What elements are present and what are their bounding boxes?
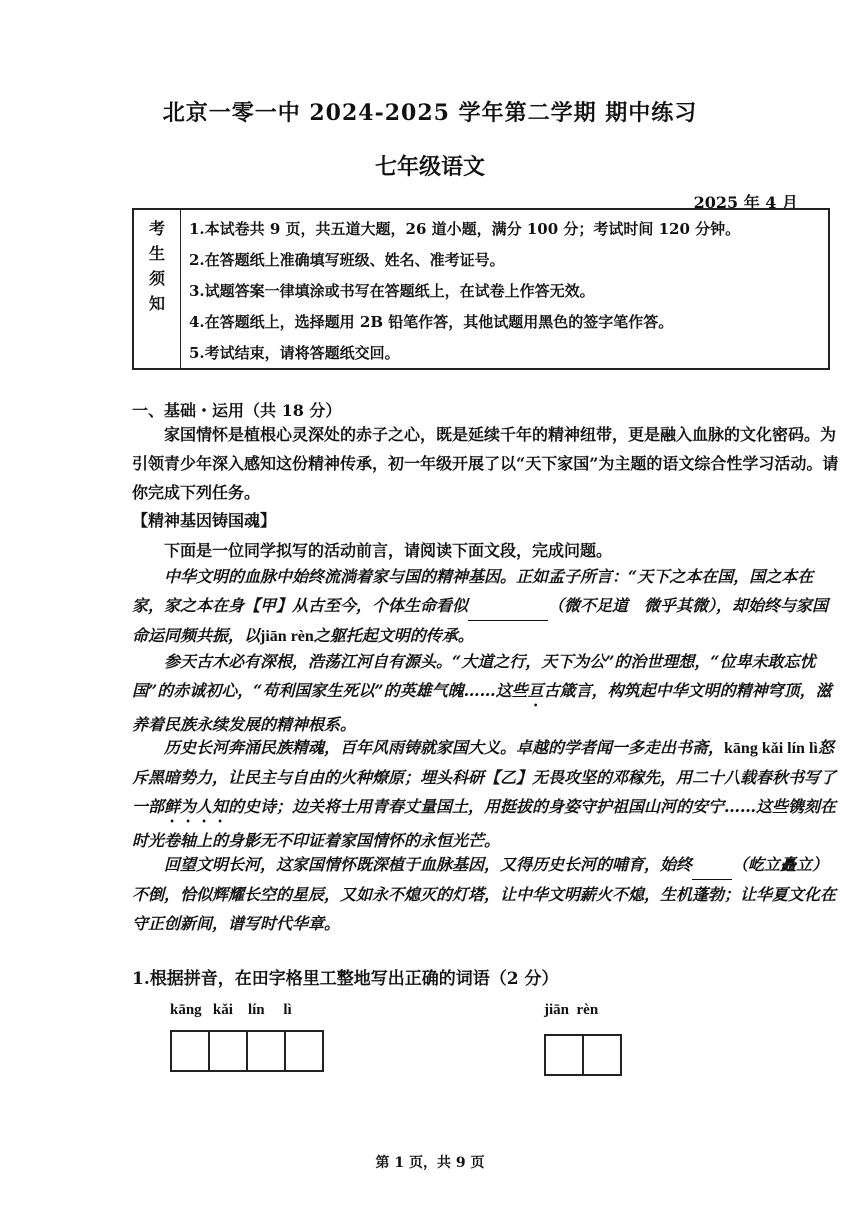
- dotted-char: 亘: [527, 681, 544, 700]
- passage-text: 中华文明的血脉中始终流淌着家与国的精神基因。正如孟子所言：“天下之本在国，国之本在家，家之本在身【甲】从古至今，个体生命看似: [132, 567, 814, 615]
- passage-text: 怒斥黑暗势力，让民主与自由的火种燎原；埋头科研【乙】无畏攻坚的邓稼先，用二十八载春秋书写了一部: [132, 738, 837, 816]
- passage-paragraph-3: [132, 733, 840, 855]
- dotted-phrase: 鲜为人知: [164, 797, 229, 816]
- answer-blank: [692, 850, 732, 880]
- pinyin-label-right: jiān rèn: [544, 1002, 599, 1018]
- question-1-prompt: 1.根据拼音，在田字格里工整地写出正确的词语（2 分）: [132, 969, 559, 989]
- notice-item: 5.考试结束，请将答题纸交回。: [189, 344, 400, 362]
- notice-list: [181, 210, 828, 368]
- grid-cell[interactable]: [170, 1030, 210, 1072]
- notice-head-char: 知: [148, 294, 165, 313]
- passage-text: （屹立矗立）不倒，恰似辉耀长空的星辰，又如永不熄灭的灯塔，让中华文明薪火不熄，生机蓬勃；让华夏文化在守正创新间，谱写时代华章。: [132, 855, 837, 933]
- section-heading: 一、基础・运用（共 18 分）: [132, 401, 342, 420]
- grid-cell[interactable]: [246, 1030, 286, 1072]
- pinyin-inline: jiān rèn: [260, 628, 314, 645]
- passage-text: 之躯托起文明的传承。: [313, 626, 474, 645]
- exam-date: 2025 年 4 月: [693, 193, 798, 212]
- passage-text: 回望文明长河，这家国情怀既深植于血脉基因，又得历史长河的哺育，始终: [164, 855, 693, 874]
- notice-item: 1.本试卷共 9 页，共五道大题，26 道小题，满分 100 分；考试时间 120 分钟。: [189, 220, 741, 238]
- notice-head-char: 须: [148, 269, 165, 288]
- pinyin-label-left: kāng kǎi lín lì: [170, 1002, 292, 1018]
- pinyin-inline: kāng kǎi lín lì: [724, 740, 818, 757]
- intro-paragraph: 家国情怀是植根心灵深处的赤子之心，既是延续千年的精神纽带，更是融入血脉的文化密码。为引领青少年深入感知这份精神传承，初一年级开展了以“天下家国”为主题的语文综合性学习活动。请你完成下列任务。: [132, 425, 839, 502]
- notice-head-char: 考: [148, 219, 165, 238]
- grid-cell[interactable]: [582, 1034, 622, 1076]
- exam-title: 北京一零一中 2024-2025 学年第二学期 期中练习: [162, 100, 698, 126]
- writing-grid-left[interactable]: [170, 1030, 322, 1072]
- writing-grid-right[interactable]: [544, 1034, 620, 1076]
- passage-paragraph-4: [132, 850, 840, 938]
- answer-blank: [468, 591, 548, 621]
- passage-paragraph-1: [132, 562, 840, 651]
- grid-cell[interactable]: [544, 1034, 584, 1076]
- passage-text: （微不足道 微乎其微），却始终与家国命运同频共振，以: [132, 596, 829, 645]
- lead-paragraph: 下面是一位同学拟写的活动前言，请阅读下面文段，完成问题。: [164, 541, 613, 560]
- notice-item: 2.在答题纸上准确填写班级、姓名、准考证号。: [189, 251, 505, 269]
- grid-cell[interactable]: [208, 1030, 248, 1072]
- passage-paragraph-2: [132, 647, 840, 739]
- notice-heading: [134, 210, 181, 368]
- passage-text: 参天古木必有深根，浩荡江河自有源头。“大道之行，天下为公”的治世理想，“位卑未敢忘忧国”的赤诚初心，“苟利国家生死以”的英雄气魄……这些: [132, 652, 816, 700]
- subsection-heading: 【精神基因铸国魂】: [132, 511, 277, 530]
- notice-head-char: 生: [148, 244, 165, 263]
- passage-text: 古箴言，构筑起中华文明的精神穹顶，滋养着民族永续发展的精神根系。: [132, 681, 832, 734]
- passage-text: 历史长河奔涌民族精魂，百年风雨铸就家国大义。卓越的学者闻一多走出书斋，: [164, 738, 725, 757]
- grid-cell[interactable]: [284, 1030, 324, 1072]
- notice-box: [132, 208, 830, 370]
- notice-item: 3.试题答案一律填涂或书写在答题纸上，在试卷上作答无效。: [189, 282, 595, 300]
- notice-item: 4.在答题纸上，选择题用 2B 铅笔作答，其他试题用黑色的签字笔作答。: [189, 313, 674, 331]
- passage-text: 的史诗；边关将士用青春丈量国土，用挺拔的身姿守护祖国山河的安宁……这些镌刻在时光卷轴上的身影无不印证着家国情怀的永恒光芒。: [132, 797, 837, 850]
- exam-subtitle: 七年级语文: [374, 154, 485, 180]
- page-footer: 第 1 页，共 9 页: [375, 1155, 485, 1171]
